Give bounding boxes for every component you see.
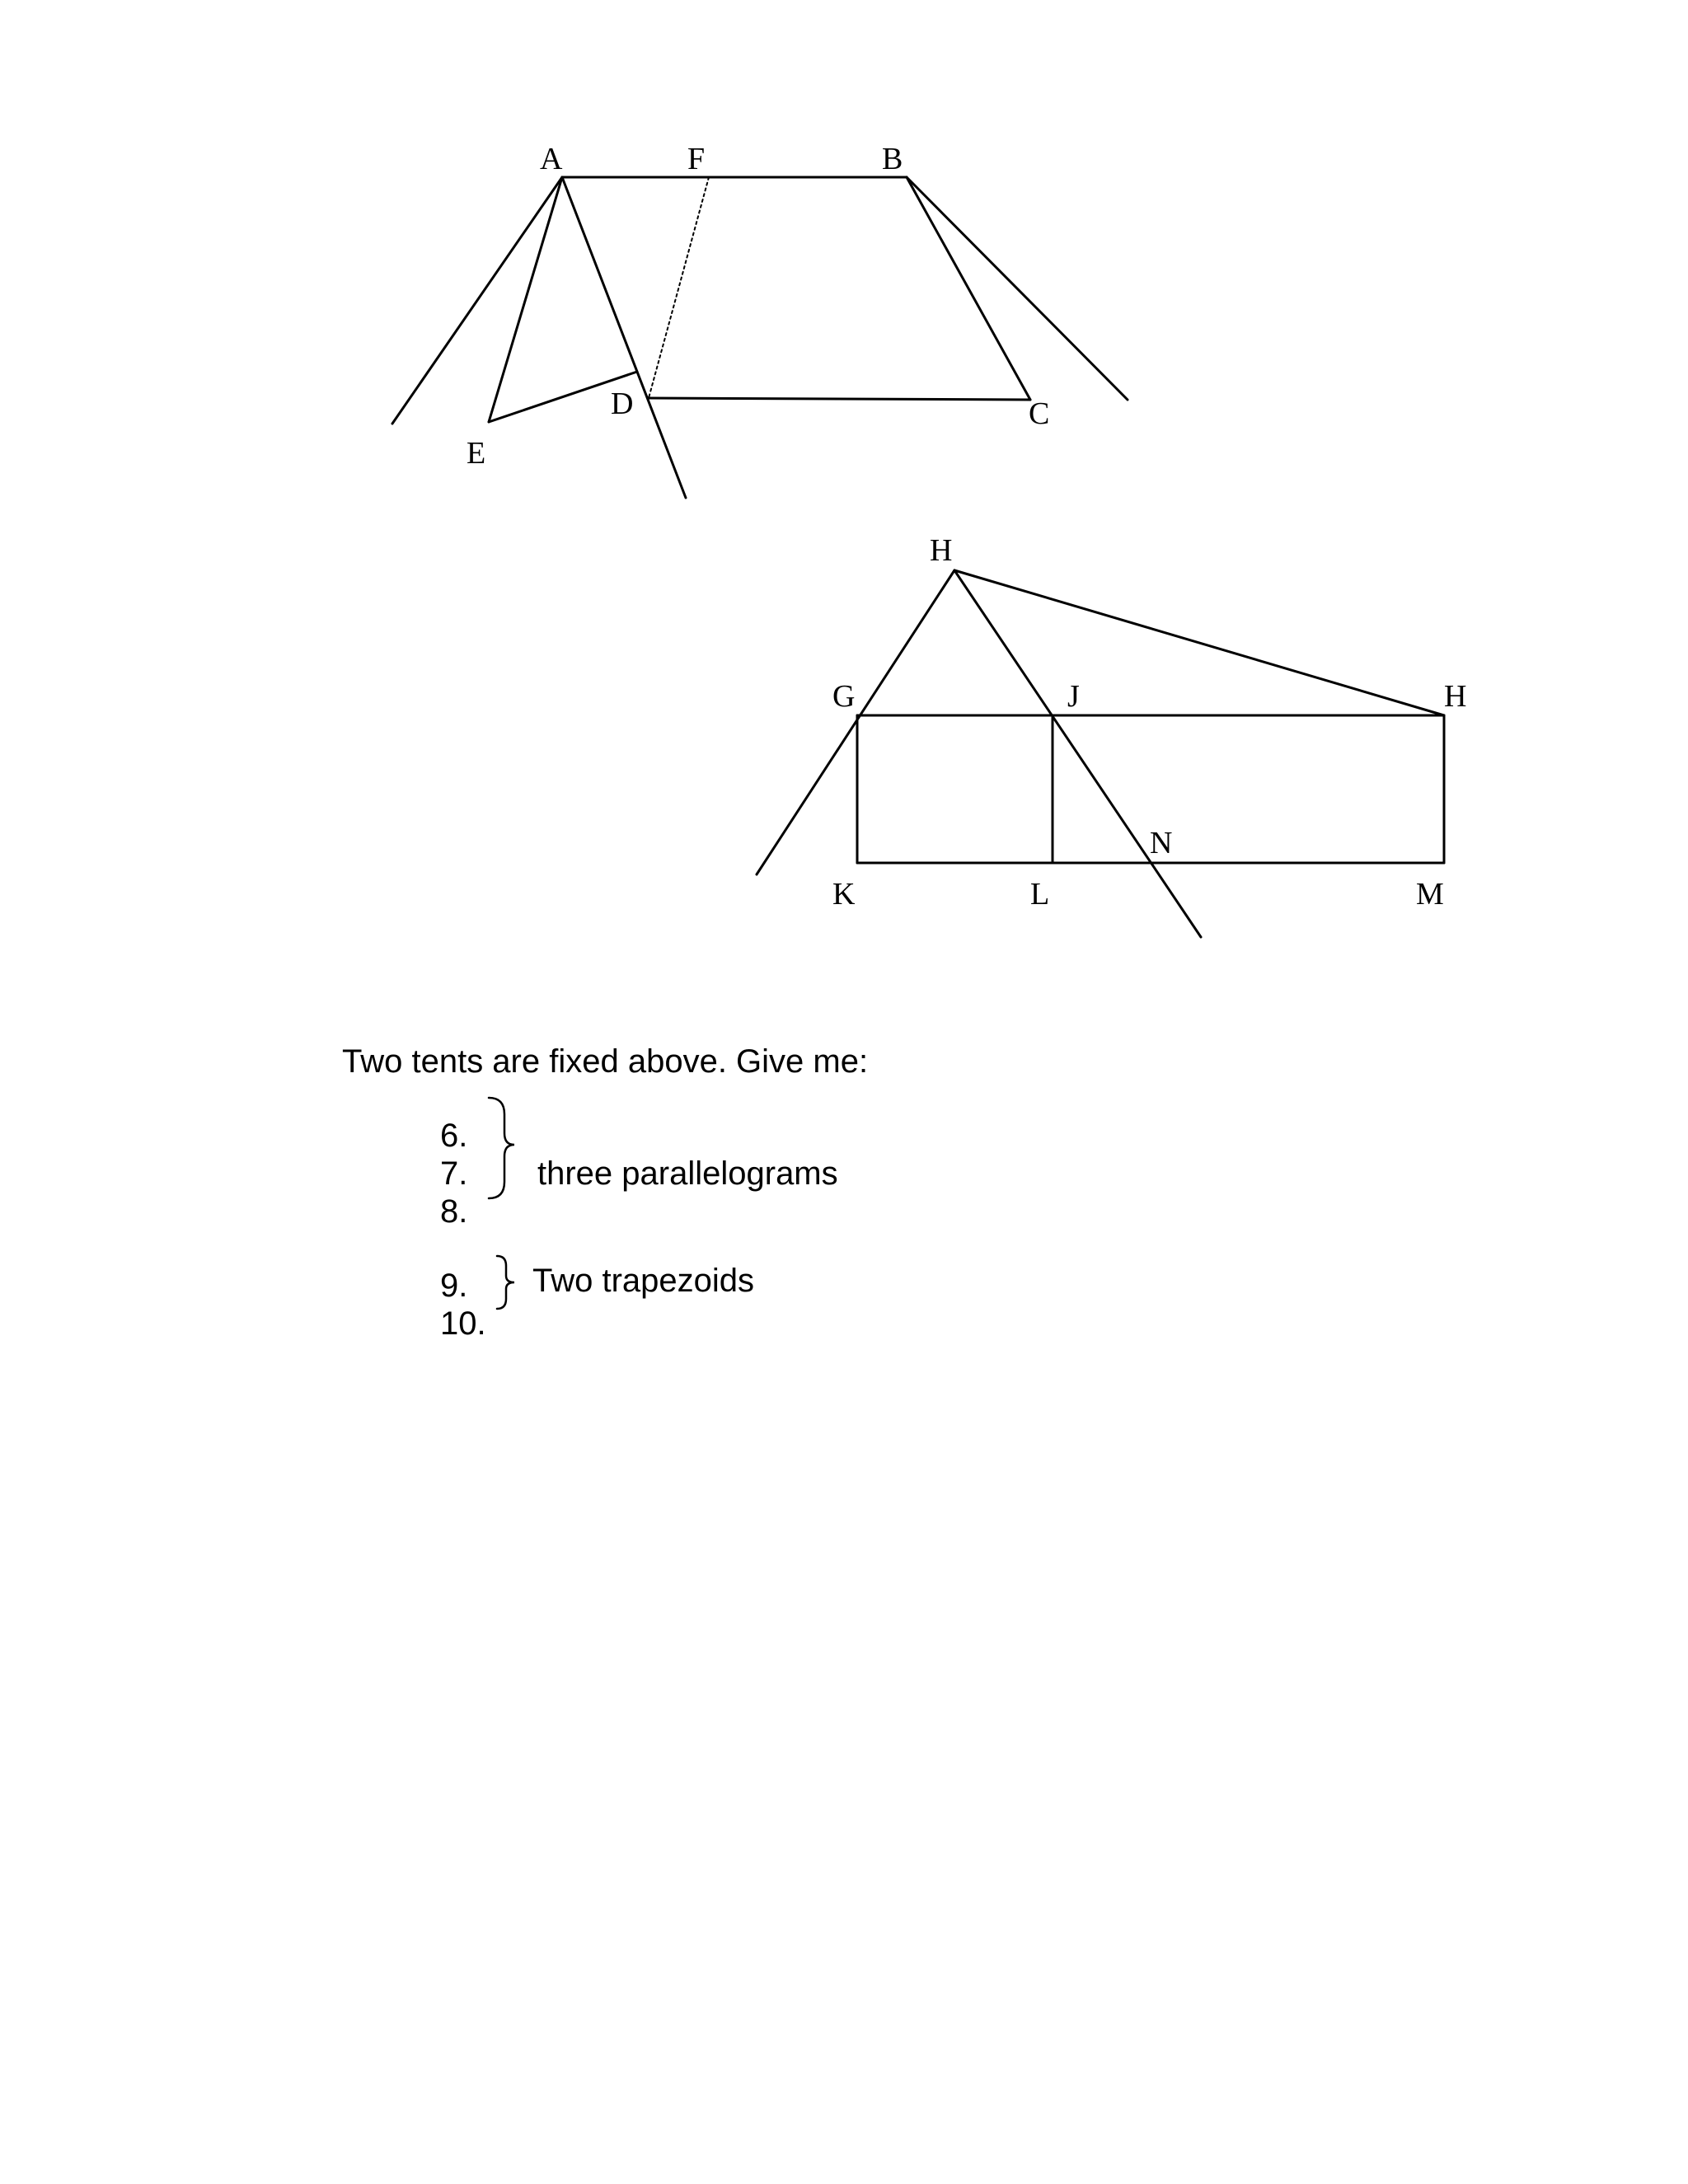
point-label-E: E xyxy=(467,436,486,471)
ray-from-A-left xyxy=(392,177,562,424)
brace-trapezoids xyxy=(497,1256,514,1309)
segment-DC xyxy=(649,398,1030,400)
segment-AE xyxy=(489,177,562,422)
answer-item-10: 10. xyxy=(440,1305,486,1342)
ray-from-A-through-D xyxy=(562,177,686,498)
segment-BC xyxy=(907,177,1030,400)
answer-braces xyxy=(489,1098,514,1309)
point-label-G: G xyxy=(832,679,856,714)
point-label-A: A xyxy=(540,142,563,176)
ray-from-top-H-left xyxy=(757,570,954,874)
answer-item-8: 8. xyxy=(440,1193,468,1230)
dotted-segment-FD xyxy=(649,177,709,398)
point-label-H-top: H xyxy=(930,533,953,568)
brace-parallelograms xyxy=(489,1098,514,1198)
ray-from-top-H-through-N xyxy=(954,570,1201,937)
figure-2-point-labels xyxy=(832,533,1466,912)
point-label-M: M xyxy=(1416,877,1444,912)
point-label-N: N xyxy=(1150,826,1173,860)
group-label-trapezoids: Two trapezoids xyxy=(532,1263,755,1299)
point-label-C: C xyxy=(1029,396,1050,431)
point-label-B: B xyxy=(882,142,903,176)
tent-figure-1 xyxy=(392,177,1128,498)
point-label-H-right: H xyxy=(1444,679,1467,714)
answer-item-7: 7. xyxy=(440,1155,468,1192)
answer-item-6: 6. xyxy=(440,1118,468,1154)
tent-figure-2 xyxy=(757,570,1444,937)
point-label-L: L xyxy=(1030,877,1050,912)
point-label-D: D xyxy=(611,387,634,421)
segment-top-H-to-right-H xyxy=(954,570,1444,715)
point-label-J: J xyxy=(1067,679,1080,714)
point-label-F: F xyxy=(687,142,706,176)
answer-item-9: 9. xyxy=(440,1268,468,1304)
group-label-parallelograms: three parallelograms xyxy=(537,1155,838,1192)
point-label-K: K xyxy=(832,877,856,912)
question-prompt: Two tents are fixed above. Give me: xyxy=(342,1043,869,1080)
ray-from-B xyxy=(907,177,1128,400)
